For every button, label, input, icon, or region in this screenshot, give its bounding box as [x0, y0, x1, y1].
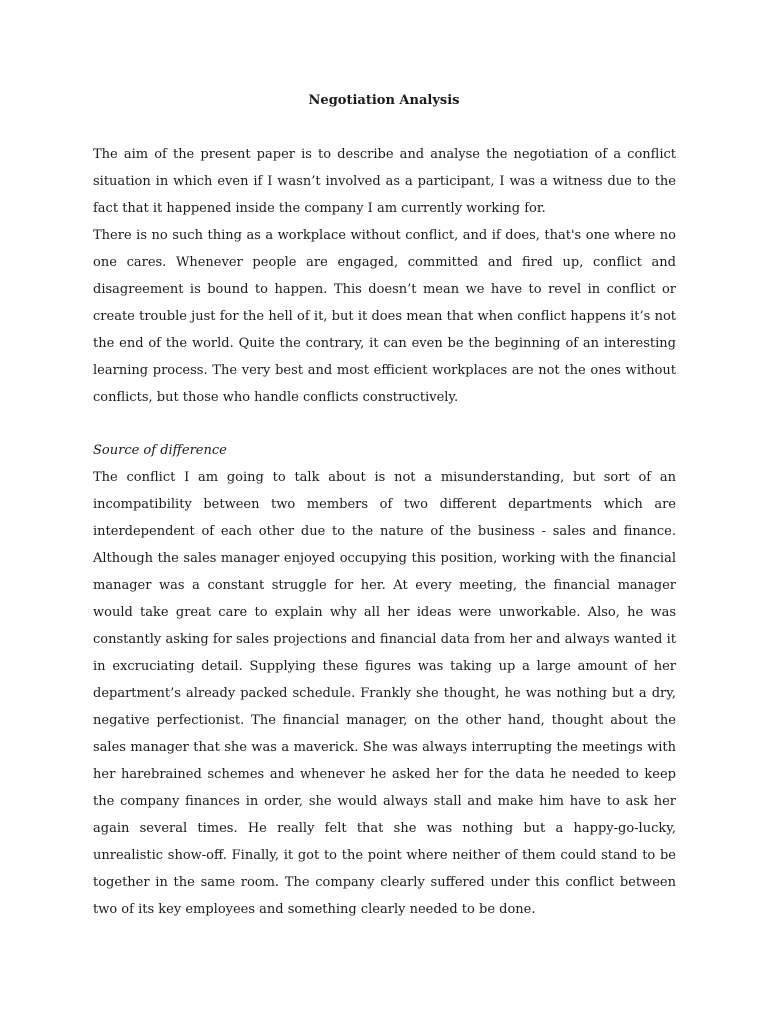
intro-paragraph: The aim of the present paper is to describe and analyse the negotiation of a conflict situation in which even if I wasn’t involved as a participant, I was a witness due to the fact that it happened inside the company I am currently working for. [93, 147, 676, 216]
section-heading: Source of difference [93, 443, 227, 458]
source-of-difference-section [93, 437, 676, 923]
conflict-description-paragraph: The conflict I am going to talk about is not a misunderstanding, but sort of an incompatibility between two members of two different departments which are interdependent of each other due to the nature of the business - sales and finance. Although the sales manager enjoyed occupying this position, working with the financial manager was a constant struggle for her. At every meeting, the financial manager would take great care to explain why all her ideas were unworkable. Also, he was constantly asking for sales projections and financial data from her and always wanted it in excruciating detail. Supplying these figures was taking up a large amount of her department’s already packed schedule. Frankly she thought, he was nothing but a dry, negative perfectionist. The financial manager, on the other hand, thought about the sales manager that she was a maverick. She was always interrupting the meetings with her harebrained schemes and whenever he asked her for the data he needed to keep the company finances in order, she would always stall and make him have to ask her again several times. He really felt that she was nothing but a happy-go-lucky, unrealistic show-off. Finally, it got to the point where neither of them could stand to be together in the same room. The company clearly suffered under this conflict between two of its key employees and something clearly needed to be done. [93, 470, 676, 917]
intro-section [93, 141, 676, 411]
workplace-conflict-paragraph: There is no such thing as a workplace without conflict, and if does, that's one where no one cares. Whenever people are engaged, committed and fired up, conflict and disagreement is bound to happen. This doesn’t mean we have to revel in conflict or create trouble just for the hell of it, but it does mean that when conflict happens it’s not the end of the world. Quite the contrary, it can even be the beginning of an interesting learning process. The very best and most efficient workplaces are not the ones without conflicts, but those who handle conflicts constructively. [93, 228, 676, 405]
document-title: Negotiation Analysis [308, 93, 460, 108]
